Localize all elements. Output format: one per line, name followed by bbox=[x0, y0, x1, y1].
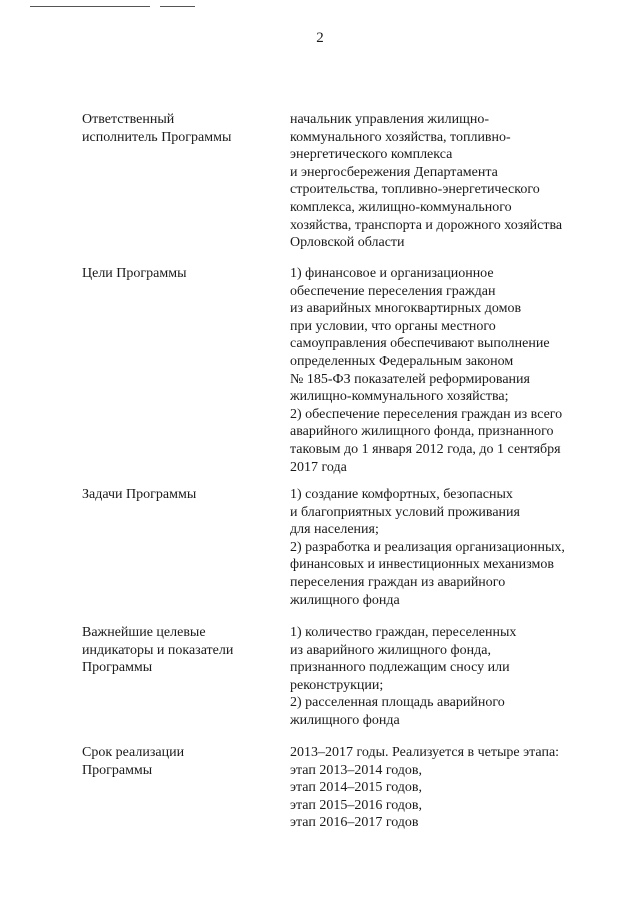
scan-artifact-line bbox=[160, 6, 195, 7]
row-label: Срок реализации Программы bbox=[82, 745, 185, 778]
row-value: 1) создание комфортных, безопасных и благоприятных условий проживания для населения; 2) разработка и реализация организационных, финансовых и инвестиционных механизмов переселения граждан из аварийного жилищного фонда bbox=[290, 487, 565, 608]
row-label: Важнейшие целевые индикаторы и показатели Программы bbox=[82, 625, 234, 676]
row-value: 1) финансовое и организационное обеспечение переселения граждан из аварийных многоквартирных домов при условии, что органы местного самоуправления обеспечивают выполнение определенных Федеральным законом № 185-ФЗ показателей реформирования жилищно-коммунального хозяйства; 2) обеспечение переселения граждан из всего аварийного жилищного фонда, признанного таковым до 1 января 2012 года, до 1 сентября 2017 года bbox=[290, 266, 563, 475]
page-number: 2 bbox=[316, 30, 324, 46]
scan-artifact-line bbox=[30, 6, 150, 7]
row-value: 1) количество граждан, переселенных из аварийного жилищного фонда, признанного подлежащим сносу или реконструкции; 2) расселенная площадь аварийного жилищного фонда bbox=[290, 625, 517, 728]
row-label: Цели Программы bbox=[82, 266, 187, 281]
row-value: 2013–2017 годы. Реализуется в четыре этапа: этап 2013–2014 годов, этап 2014–2015 годов, этап 2015–2016 годов, этап 2016–2017 годов bbox=[290, 745, 560, 831]
row-value: начальник управления жилищно- коммунального хозяйства, топливно- энергетического комплекса и энергосбережения Департамента строительства, топливно-энергетического комплекса, жилищно-коммунального хозяйства, транспорта и дорожного хозяйства Орловской области bbox=[290, 112, 563, 251]
row-label: Задачи Программы bbox=[82, 487, 197, 502]
row-label: Ответственный исполнитель Программы bbox=[82, 112, 232, 145]
